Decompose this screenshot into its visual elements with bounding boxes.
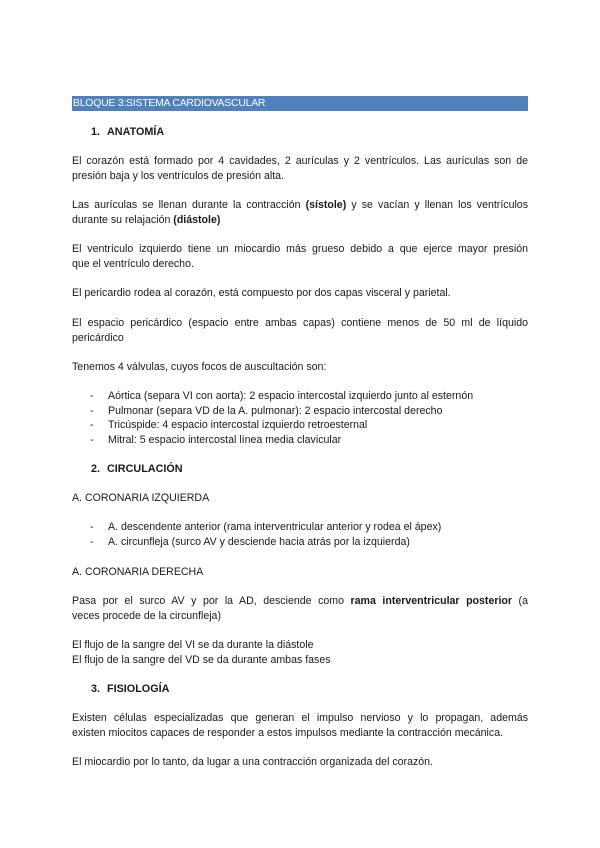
section-number: 2. [91,463,101,475]
section-title: FISIOLOGÍA [107,683,170,695]
paragraph-pericardio: El pericardio rodea al corazón, está compuesto por dos capas visceral y parietal. [72,287,451,299]
text-run: Pasa por el surco AV y por la AD, desciende como [72,595,351,607]
subheading-coronaria-derecha: A. CORONARIA DERECHA [72,566,204,578]
list-item-text: A. circunfleja (surco AV y desciende hacia atrás por la izquierda) [108,536,410,548]
text-line: pericárdico [72,332,124,344]
text-run: durante su relajación [72,214,174,226]
list-item-text: Mitral: 5 espacio intercostal línea media clavicular [108,434,342,446]
section-title: ANATOMÍA [107,126,165,138]
paragraph-celulas [72,711,528,741]
list-dash: - [90,405,94,417]
text-line: El ventrículo izquierdo tiene un miocardio más grueso debido a que ejerce mayor presión [72,243,528,255]
list-item-text: Tricúspide: 4 espacio intercostal izquierdo retroesternal [108,419,368,431]
text-line: El espacio pericárdico (espacio entre ambas capas) contiene menos de 50 ml de líquido [72,317,528,329]
list-dash: - [90,536,94,548]
paragraph-miocardio: El miocardio por lo tanto, da lugar a una contracción organizada del corazón. [72,756,433,768]
text-line: presión baja y los ventrículos de presión alta. [72,170,284,182]
bold-term-diastole: (diástole) [173,214,221,226]
list-item-text: Aórtica (separa VI con aorta): 2 espacio intercostal izquierdo junto al esternón [108,390,474,402]
text-line [72,198,528,213]
section-heading-anatomia [91,125,164,140]
list-item-descendente [90,520,530,535]
text-line: Existen células especializadas que generan el impulso nervioso y lo propagan, además [72,712,528,724]
text-run: y se vacían y llenan los ventrículos [346,199,528,211]
paragraph-coronaria-derecha [72,594,528,624]
paragraph-ventriculo-izquierdo [72,242,528,272]
list-item-aortica [90,389,530,404]
text-line [72,594,528,609]
text-line: veces procede de la circunfleja) [72,610,221,622]
paragraph-espacio-pericardico [72,316,528,346]
text-line: El corazón está formado por 4 cavidades, 2 aurículas y 2 ventrículos. Las aurículas son de [72,155,528,167]
text-run: (a [512,595,528,607]
section-title: CIRCULACIÓN [107,463,183,475]
section-heading-circulacion [91,462,183,477]
subheading-coronaria-izquierda: A. CORONARIA IZQUIERDA [72,492,210,504]
flow-line-vi: El flujo de la sangre del VI se da durante la diástole [72,639,314,651]
list-item-circunfleja [90,535,530,550]
text-line: existen miocitos capaces de responder a estos impulsos mediante la contracción mecánica. [72,727,504,739]
list-item-text: A. descendente anterior (rama interventricular anterior y rodea el ápex) [108,521,442,533]
list-item-tricuspide [90,418,530,433]
section-number: 3. [91,683,101,695]
text-line: que el ventrículo derecho. [72,258,194,270]
list-dash: - [90,390,94,402]
paragraph-cavidades [72,154,528,184]
flow-line-vd: El flujo de la sangre del VD se da durante ambas fases [72,654,331,666]
list-item-pulmonar [90,404,530,419]
bold-term-rama-posterior: rama interventricular posterior [350,595,512,607]
section-heading-fisiologia [91,682,169,697]
section-number: 1. [91,126,101,138]
text-line [72,213,528,228]
bold-term-sistole: (sístole) [305,199,347,211]
paragraph-llenado [72,198,528,228]
paragraph-valvulas-intro: Tenemos 4 válvulas, cuyos focos de auscultación son: [72,361,327,373]
text-run: Las aurículas se llenan durante la contracción [72,199,306,211]
list-dash: - [90,419,94,431]
chapter-banner: BLOQUE 3:SISTEMA CARDIOVASCULAR [72,96,528,111]
list-dash: - [90,434,94,446]
list-item-mitral [90,433,530,448]
list-dash: - [90,521,94,533]
list-item-text: Pulmonar (separa VD de la A. pulmonar): 2 espacio intercostal derecho [108,405,443,417]
